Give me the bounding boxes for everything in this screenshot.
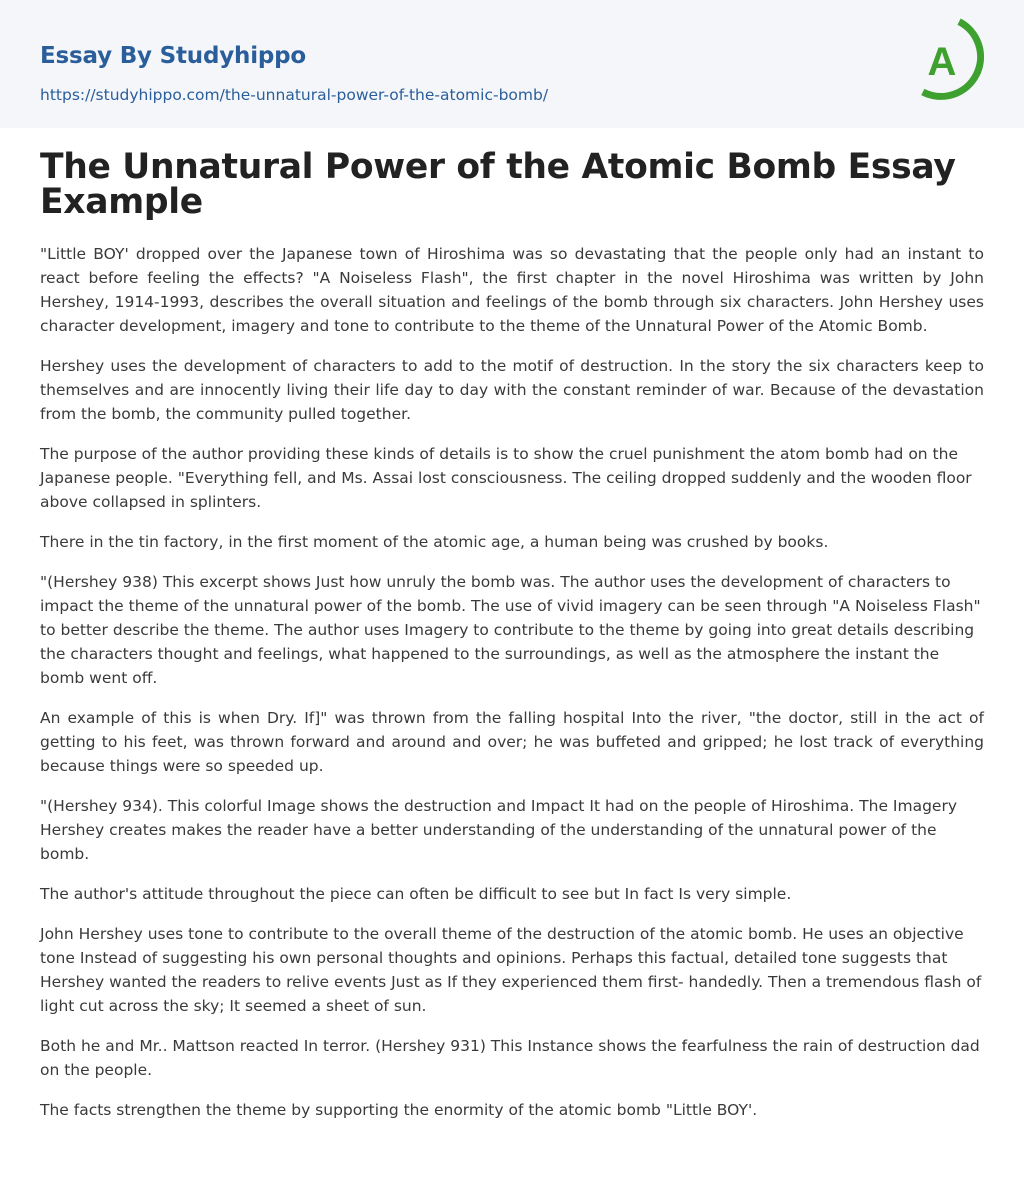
paragraph-7: "(Hershey 934). This colorful Image shows the destruction and Impact It had on the people of Hiroshima. The Imagery Hershey creates makes the reader have a better understanding of the understanding of the unnatural power of the bomb. [40,797,957,863]
paragraph-11: The facts strengthen the theme by supporting the enormity of the atomic bomb "Little BOY'. [40,1101,758,1119]
paragraph-4: There in the tin factory, in the first moment of the atomic age, a human being was crushed by books. [40,533,829,551]
paragraph-2: Hershey uses the development of characters to add to the motif of destruction. In the story the six characters keep to themselves and are innocently living their life day to day with the constant reminder of war. Because of the devastation from the bomb, the community pulled together. [40,357,984,423]
paragraph-9: John Hershey uses tone to contribute to the overall theme of the destruction of the atomic bomb. He uses an objective tone Instead of suggesting his own personal thoughts and opinions. Perhaps this factual, detailed tone suggests that Hershey wanted the readers to relive events Just as If they experienced them first- handedly. Then a tremendous flash of light cut across the sky; It seemed a sheet of sun. [40,925,982,1015]
paragraph-10: Both he and Mr.. Mattson reacted In terror. (Hershey 931) This Instance shows the fearfulness the rain of destruction dad on the people. [40,1037,980,1079]
paragraph-5: "(Hershey 938) This excerpt shows Just how unruly the bomb was. The author uses the development of characters to impact the theme of the unnatural power of the bomb. The use of vivid imagery can be seen through "A Noiseless Flash" to better describe the theme. The author uses Imagery to contribute to the theme by going into great details describing the characters thought and feelings, what happened to the surroundings, as well as the atmosphere the instant the bomb went off. [40,573,981,687]
paragraph-1: "Little BOY' dropped over the Japanese town of Hiroshima was so devastating that the people only had an instant to react before feeling the effects? "A Noiseless Flash", the first chapter in the novel Hiroshima was written by John Hershey, 1914-1993, describes the overall situation and feelings of the bomb through six characters. John Hershey uses character development, imagery and tone to contribute to the theme of the Unnatural Power of the Atomic Bomb. [40,245,984,335]
paragraph-8: The author's attitude throughout the piece can often be difficult to see but In fact Is very simple. [40,885,792,903]
article [0,147,1024,1122]
paragraph-3: The purpose of the author providing these kinds of details is to show the cruel punishment the atom bomb had on the Japanese people. "Everything fell, and Ms. Assai lost consciousness. The ceiling dropped suddenly and the wooden floor above collapsed in splinters. [40,445,972,511]
source-url-link[interactable]: https://studyhippo.com/the-unnatural-power-of-the-atomic-bomb/ [40,86,549,104]
studyhippo-logo-icon[interactable] [914,18,986,104]
site-header [0,0,1024,128]
page-title: The Unnatural Power of the Atomic Bomb Essay Example [40,147,956,222]
logo-letter: A [927,40,957,84]
paragraph-6: An example of this is when Dry. If]" was thrown from the falling hospital Into the river, "the doctor, still in the act of getting to his feet, was thrown forward and around and over; he was buffeted and gripped; he lost track of everything because things were so speeded up. [40,709,984,775]
site-title[interactable]: Essay By Studyhippo [40,43,307,69]
